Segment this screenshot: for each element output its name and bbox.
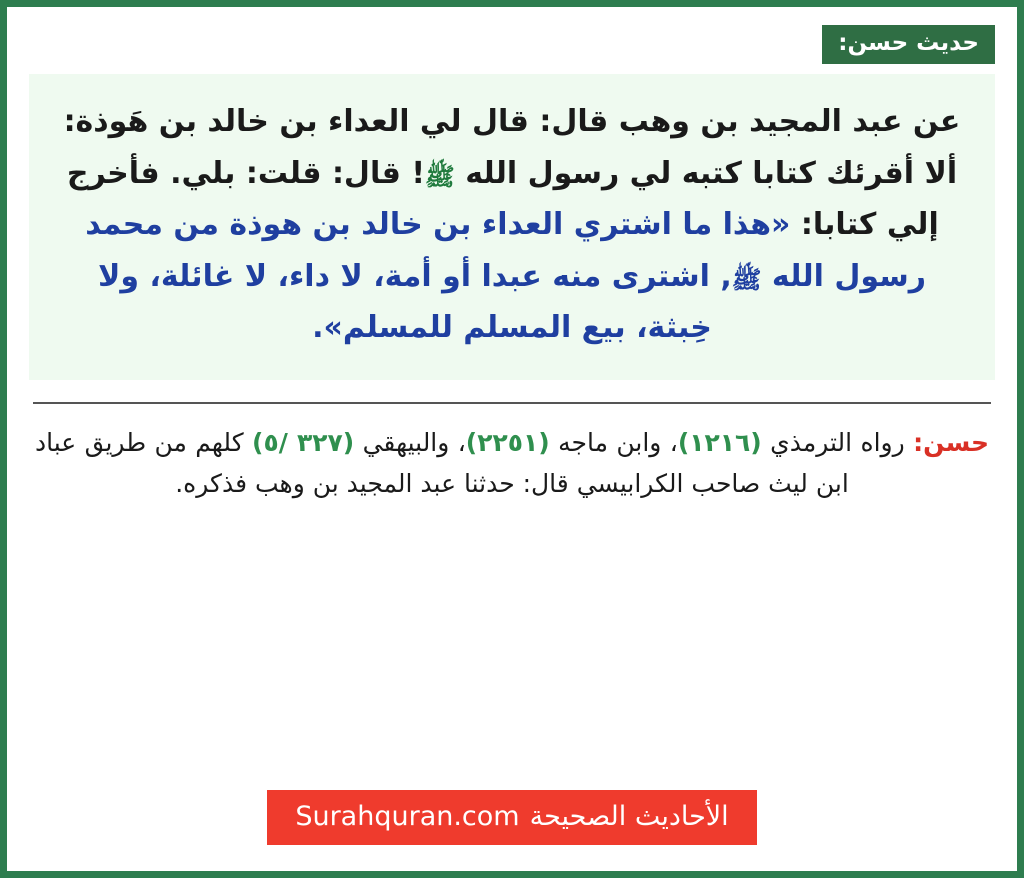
- hadith-quote-part-2: , اشترى منه عبدا أو أمة، لا داء، لا غائلة، ولا خِبثة، بيع المسلم للمسلم».: [98, 258, 732, 346]
- hadith-part-1: عن عبد المجيد بن وهب قال: قال لي العداء بن خالد بن هَوذة: ألا أقرئك كتابا كتبه لي رسول الله: [63, 104, 961, 191]
- divider: [33, 402, 991, 404]
- takhrij-text: [29, 422, 995, 505]
- card-inner: [7, 7, 1017, 871]
- hadith-quote-part-1: «هذا ما اشتري العداء بن خالد بن هوذة من محمد رسول الله: [85, 207, 926, 294]
- sallallahu-alayhi-wasallam-icon-2: ﷺ: [731, 264, 762, 294]
- takhrij-source-3: ، والبيهقي: [362, 427, 466, 457]
- footer-title: الأحاديث الصحيحة: [529, 800, 729, 832]
- takhrij-source-1: رواه الترمذي: [770, 427, 905, 457]
- takhrij-tail: كلهم من طريق عباد ابن ليث صاحب الكرابيسي قال: حدثنا عبد المجيد بن وهب فذكره.: [35, 427, 849, 499]
- status-badge: حديث حسن:: [822, 25, 995, 64]
- takhrij-grade-word: حسن:: [913, 427, 990, 457]
- hadith-text: [55, 96, 969, 354]
- hadith-part-2: ! قال: قلت: بلي. فأخرج إلي كتابا:: [66, 155, 939, 243]
- grade-row: [29, 25, 995, 64]
- takhrij-ref-2: (٢٢٥١): [465, 427, 550, 457]
- takhrij-source-2: ، وابن ماجه: [558, 427, 678, 457]
- hadith-body: [29, 74, 995, 380]
- footer: [29, 776, 995, 871]
- site-badge[interactable]: [267, 790, 756, 845]
- takhrij-ref-3: (٣٢٧ /٥): [252, 427, 355, 457]
- takhrij-ref-1: (١٢١٦): [677, 427, 762, 457]
- site-url: Surahquran.com: [295, 800, 520, 832]
- sallallahu-alayhi-wasallam-icon: ﷺ: [425, 161, 455, 191]
